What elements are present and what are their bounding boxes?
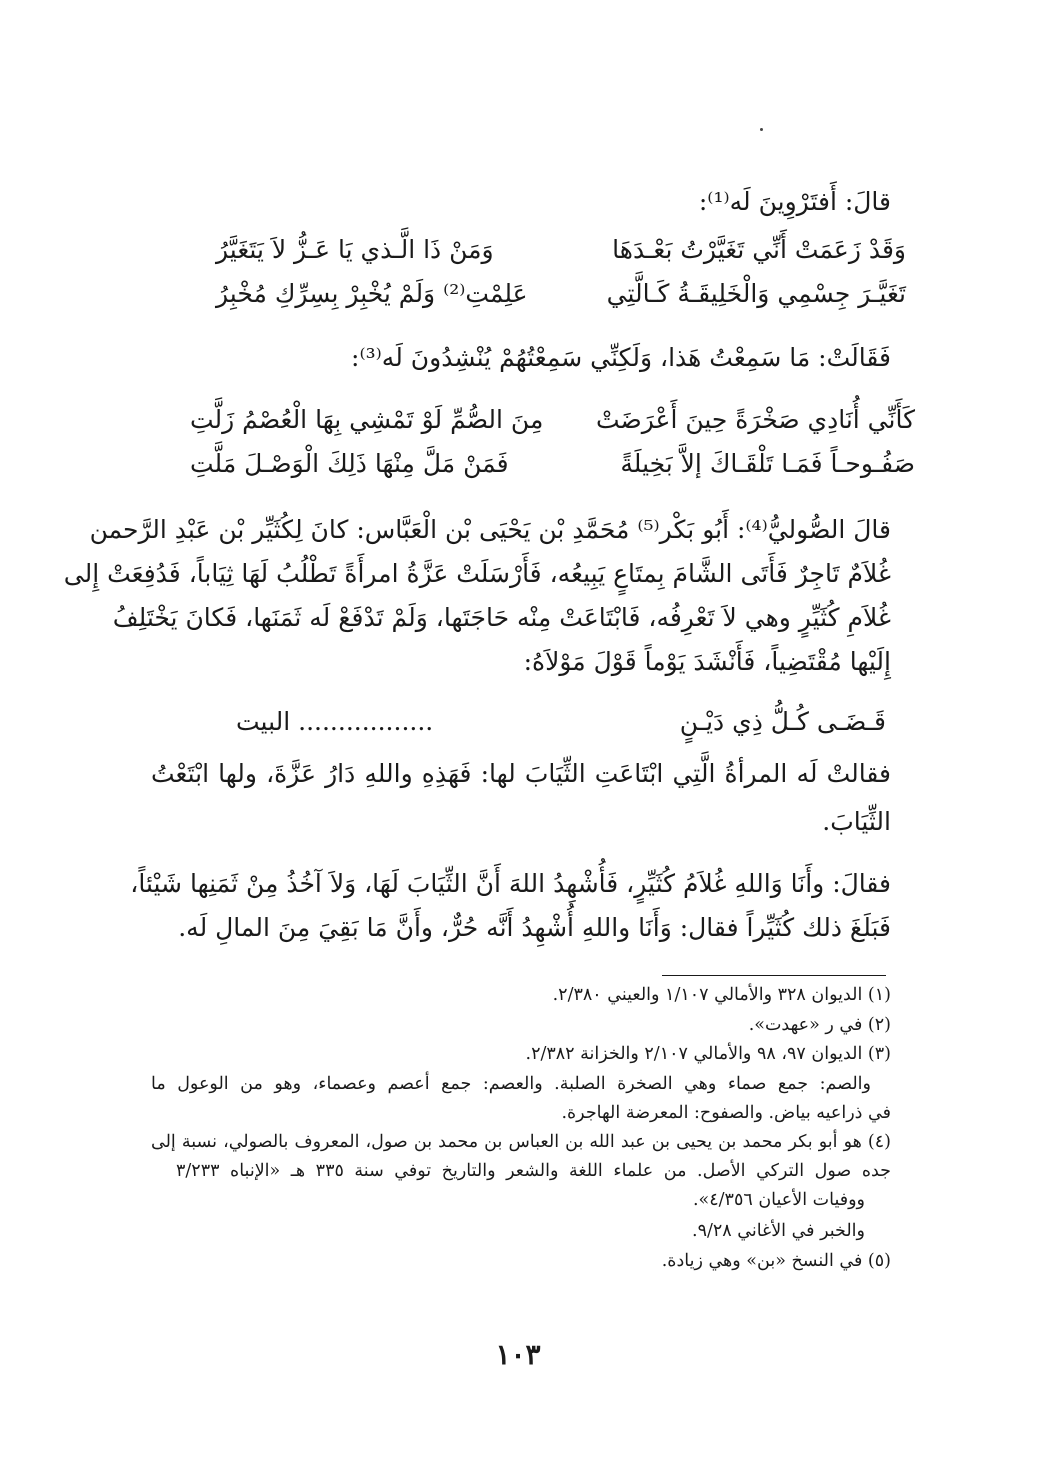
footnote-1: (١) الديوان ٣٢٨ والأمالي ١/١٠٧ والعيني ٢/٣٨٠. bbox=[552, 985, 891, 1005]
verse-4 bbox=[190, 442, 915, 486]
paragraph-1-line-2: غُلاَمٌ تَاجِرٌ فَأَتَى الشَّامَ بِمتَاعٍ يَبِيعُه، فَأَرْسَلَتْ عَزَّةُ امرأَةً تَطْلُبُ لَهَا ثِيَاباً، فَدُفِعَتْ إِلى bbox=[63, 559, 891, 588]
verse-1-second-hemistich: وَمَنْ ذَا الَّـذي يَا عَـزُّ لاَ يَتَغَيَّرُ bbox=[216, 235, 494, 264]
verse-2-second-hemistich: عَلِمْتِ⁽²⁾ وَلَمْ يُخْبِرْ بِسِرِّكِ مُخْبِرُ bbox=[216, 279, 528, 308]
footnote-4: (٤) هو أبو بكر محمد بن يحيى بن عبد الله بن العباس بن محمد بن صول، المعروف بالصولي، نسبة إلى bbox=[151, 1132, 891, 1152]
footnote-3-continued-line-2: في ذراعيه بياض. والصفوح: المعرضة الهاجرة. bbox=[561, 1103, 891, 1123]
verse-3-second-hemistich: مِنَ الصُّمِّ لَوْ تَمْشِي بِهَا الْعُصْمُ زَلَّتِ bbox=[190, 405, 544, 434]
footnote-4-continued-line-3: والخبر في الأغاني ٩/٢٨. bbox=[692, 1221, 865, 1241]
paragraph-1-line-3: غُلاَمِ كُثَيِّرٍ وهي لاَ تَعْرِفُه، فَابْتَاعَتْ مِنْه حَاجَتَها، وَلَمْ تَدْفَعْ لَه ثَمَنَها، فَكانَ يَخْتَلِفُ bbox=[112, 603, 891, 632]
verse-2 bbox=[216, 272, 906, 316]
stray-dot bbox=[760, 128, 763, 131]
footnote-separator bbox=[662, 975, 886, 976]
intro-line-1: قالَ: أَفتَرْوِينَ لَه⁽¹⁾: bbox=[698, 187, 891, 216]
quoted-verse bbox=[236, 700, 886, 744]
footnote-2: (٢) في ر «عهدت». bbox=[748, 1015, 891, 1035]
paragraph-3-line-1: فقالَ: وأَنَا وَاللهِ غُلاَمُ كُثَيِّرٍ، فَأُشْهِدُ اللهَ أَنَّ الثِّيَابَ لَهَا، وَلاَ آخُذُ مِنْ ثَمَنِها شَيْئاً، bbox=[130, 869, 891, 898]
verse-2-first-hemistich: تَغَيَّـرَ جِسْمِي وَالْخَلِيقَـةُ كَـالَّتِي bbox=[606, 279, 906, 308]
quoted-verse-second-hemistich: ................. البيت bbox=[236, 707, 434, 736]
verse-3-first-hemistich: كَأَنِّي أُنَادِي صَخْرَةً حِينَ أَعْرَضَتْ bbox=[595, 405, 915, 434]
footnote-4-continued-line-1: جده صول التركي الأصل. من علماء اللغة والشعر والتاريخ توفي سنة ٣٣٥ هـ «الإنباه ٣/٢٣٣ bbox=[176, 1161, 891, 1181]
footnote-5: (٥) في النسخ «بن» وهي زيادة. bbox=[661, 1251, 891, 1271]
intro-line-2: فَقَالَتْ: مَا سَمِعْتُ هَذا، وَلَكِنِّي سَمِعْتُهُمْ يُنْشِدُونَ لَه⁽³⁾: bbox=[351, 343, 891, 372]
footnote-3-continued-line-1: والصم: جمع صماء وهي الصخرة الصلبة. والعصم: جمع أعصم وعصماء، وهو من الوعول ما bbox=[151, 1074, 871, 1094]
verse-3 bbox=[190, 398, 915, 442]
paragraph-2-line-2: الثِّيَابَ. bbox=[822, 807, 891, 836]
footnote-4-continued-line-2: ووفيات الأعيان ٤/٣٥٦». bbox=[692, 1190, 865, 1210]
verse-4-second-hemistich: فَمَنْ مَلَّ مِنْهَا ذَلِكَ الْوَصْـلَ مَلَّتِ bbox=[190, 449, 509, 478]
page-number: ١٠٣ bbox=[495, 1338, 541, 1371]
paragraph-1-line-4: إِلَيْها مُقْتَضِياً، فَأَنْشَدَ يَوْماً قَوْلَ مَوْلاَهُ: bbox=[523, 647, 891, 676]
quoted-verse-first-hemistich: قَـضَـى كُـلُّ ذِي دَيْـنٍ bbox=[679, 707, 886, 736]
paragraph-3-line-2: فَبَلَغَ ذلك كُثَيِّراً فقال: وَأَنَا واللهِ أُشْهِدُ أَنَّه حُرٌّ، وأَنَّ مَا بَقِيَ مِنَ المالِ لَه. bbox=[178, 913, 891, 942]
footnote-3: (٣) الديوان ٩٧، ٩٨ والأمالي ٢/١٠٧ والخزانة ٢/٣٨٢. bbox=[525, 1044, 891, 1064]
verse-4-first-hemistich: صَفُـوحـاً فَمَـا تَلْقَـاكَ إلاَّ بَخِيلَةً bbox=[620, 449, 915, 478]
paragraph-1-line-1: قالَ الصُّوليُّ⁽⁴⁾: أَبُو بَكْر⁽⁵⁾ مُحَمَّدِ بْن يَحْيَى بْن الْعَبَّاس: كانَ لِكُثَيِّر بْن عَبْدِ الرَّحمن bbox=[89, 515, 891, 544]
paragraph-2-line-1: فقالتْ لَه المرأةُ الَّتِي ابْتَاعَتِ الثِّيَابَ لها: فَهَذِهِ واللهِ دَارُ عَزَّةَ، ولها ابْتَعْتُ bbox=[151, 759, 891, 788]
verse-1-first-hemistich: وَقَدْ زَعَمَتْ أَنِّي تَغَيَّرْتُ بَعْـدَهَا bbox=[612, 235, 906, 264]
verse-1 bbox=[216, 228, 906, 272]
